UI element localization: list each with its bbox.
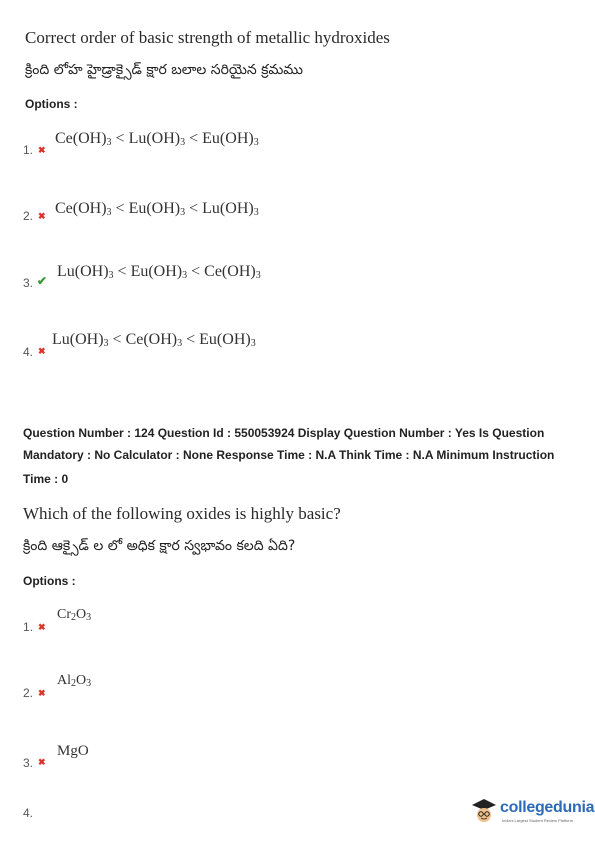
option-formula: $Ce(OH)_3 < Eu(OH)_3 < Lu(OH)_3$ <box>55 200 259 218</box>
wrong-mark-icon: ✖ <box>38 145 46 155</box>
question-text-en: Which of the following oxides is highly basic? <box>23 504 341 523</box>
wrong-mark-icon: ✖ <box>38 346 46 356</box>
option-number: 3. <box>23 756 34 770</box>
option-number: 3. <box>23 276 34 290</box>
metadata-line: Time : 0 <box>23 472 69 486</box>
question-text-te: క్రింది లోహ హైడ్రాక్సైడ్ క్షార బలాల సరియైన క్రమము <box>25 62 303 78</box>
wrong-mark-icon: ✖ <box>38 622 46 632</box>
option-formula: $Cr_2O_3$ <box>57 607 92 623</box>
question-text-en: Correct order of basic strength of metallic hydroxides <box>25 28 390 47</box>
option-formula: $Lu(OH)_3 < Ce(OH)_3 < Eu(OH)_3$ <box>52 331 256 349</box>
option-number: 1. <box>23 620 34 634</box>
option-number: 4. <box>23 806 34 820</box>
correct-check-icon: ✔ <box>37 274 48 288</box>
collegedunia-logo <box>470 795 595 831</box>
options-label: Options : <box>25 97 78 111</box>
logo-wordmark: collegedunia <box>500 799 595 816</box>
option-formula: $Al_2O_3$ <box>57 673 92 689</box>
metadata-line: Mandatory : No Calculator : None Response Time : N.A Think Time : N.A Minimum Instruction <box>23 448 555 462</box>
question-metadata <box>23 423 583 489</box>
option-formula: $Lu(OH)_3 < Eu(OH)_3 < Ce(OH)_3$ <box>57 263 261 281</box>
question-text-te: క్రింది ఆక్సైడ్ ల లో అధిక క్షార స్వభావం కలది ఏది? <box>23 538 296 554</box>
student-mascot-icon <box>470 797 498 825</box>
option-number: 2. <box>23 686 34 700</box>
wrong-mark-icon: ✖ <box>38 757 46 767</box>
options-label: Options : <box>23 574 76 588</box>
option-formula: MgO <box>57 743 89 759</box>
wrong-mark-icon: ✖ <box>38 211 46 221</box>
option-number: 2. <box>23 209 34 223</box>
metadata-line: Question Number : 124 Question Id : 550053924 Display Question Number : Yes Is Question <box>23 426 545 440</box>
option-formula: $Ce(OH)_3 < Lu(OH)_3 < Eu(OH)_3$ <box>55 130 259 148</box>
option-number: 1. <box>23 143 34 157</box>
logo-tagline: India's Largest Student Review Platform <box>502 818 574 823</box>
option-number: 4. <box>23 345 34 359</box>
wrong-mark-icon: ✖ <box>38 688 46 698</box>
